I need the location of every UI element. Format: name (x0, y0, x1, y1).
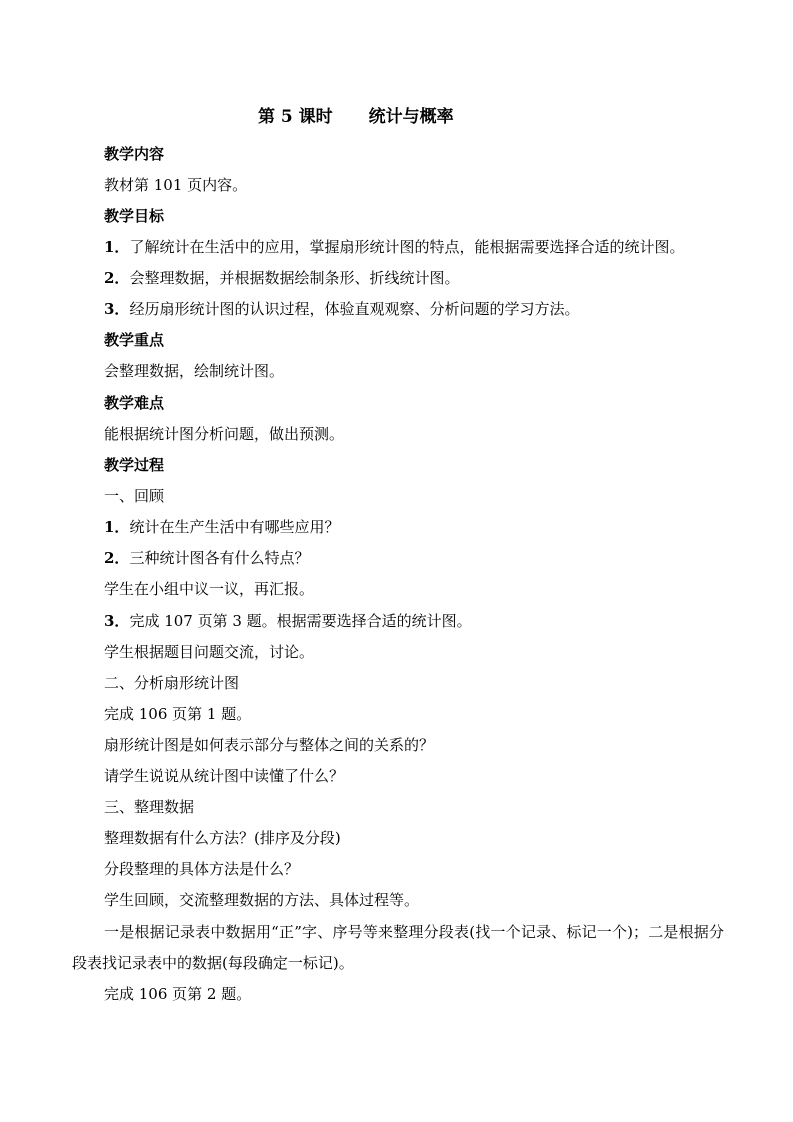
part1-question-3 (104, 611, 472, 631)
question-number: 2． (104, 549, 130, 567)
goal-text: 经历扇形统计图的认识过程，体验直观观察、分析问题的学习方法。 (129, 300, 580, 318)
goal-number: 1． (104, 238, 130, 256)
question-text: 三种统计图各有什么特点？ (129, 549, 310, 567)
goal-item-1 (104, 237, 684, 257)
question-number: 3． (104, 612, 130, 630)
part1-heading: 一、回顾 (104, 487, 165, 505)
key-heading: 教学重点 (104, 331, 165, 349)
part2-line-3: 请学生说说从统计图中读懂了什么？ (104, 767, 345, 785)
goal-number: 2． (104, 269, 130, 287)
part3-line-3: 学生回顾，交流整理数据的方法、具体过程等。 (104, 891, 420, 909)
part3-line-4: 完成 106 页第 2 题。 (104, 985, 252, 1003)
part2-line-2: 扇形统计图是如何表示部分与整体之间的关系的？ (104, 736, 435, 754)
process-heading: 教学过程 (104, 456, 165, 474)
part3-line-1: 整理数据有什么方法？(排序及分段) (104, 829, 341, 847)
goal-item-2 (104, 268, 459, 288)
question-text: 统计在生产生活中有哪些应用？ (129, 518, 340, 536)
question-number: 1． (104, 518, 130, 536)
goal-text: 会整理数据，并根据数据绘制条形、折线统计图。 (129, 269, 460, 287)
goal-number: 3． (104, 300, 130, 318)
difficulty-heading: 教学难点 (104, 394, 165, 412)
content-heading: 教学内容 (104, 145, 165, 163)
content-text: 教材第 101 页内容。 (104, 176, 248, 194)
goal-item-3 (104, 299, 579, 319)
part2-line-1: 完成 106 页第 1 题。 (104, 705, 252, 723)
part1-question-2 (104, 548, 309, 568)
part3-heading: 三、整理数据 (104, 798, 195, 816)
goals-heading: 教学目标 (104, 207, 165, 225)
key-text: 会整理数据，绘制统计图。 (104, 362, 285, 380)
lesson-topic: 统计与概率 (368, 107, 454, 127)
difficulty-text: 能根据统计图分析问题，做出预测。 (104, 425, 345, 443)
part1-note: 学生在小组中议一议，再汇报。 (104, 580, 315, 598)
lesson-number: 第 5 课时 (258, 107, 333, 127)
part3-line-2: 分段整理的具体方法是什么？ (104, 860, 300, 878)
goal-text: 了解统计在生活中的应用，掌握扇形统计图的特点，能根据需要选择合适的统计图。 (129, 238, 685, 256)
question-text: 完成 107 页第 3 题。根据需要选择合适的统计图。 (129, 612, 472, 630)
part3-paragraph: 一是根据记录表中数据用“正”字、序号等来整理分段表(找一个记录、标记一个)；二是根据分段表找记录表中的数据(每段确定一标记)。 (72, 923, 724, 972)
page-title (258, 106, 454, 128)
part1-note-2: 学生根据题目问题交流，讨论。 (104, 643, 315, 661)
part2-heading: 二、分析扇形统计图 (104, 674, 240, 692)
part1-question-1 (104, 517, 339, 537)
